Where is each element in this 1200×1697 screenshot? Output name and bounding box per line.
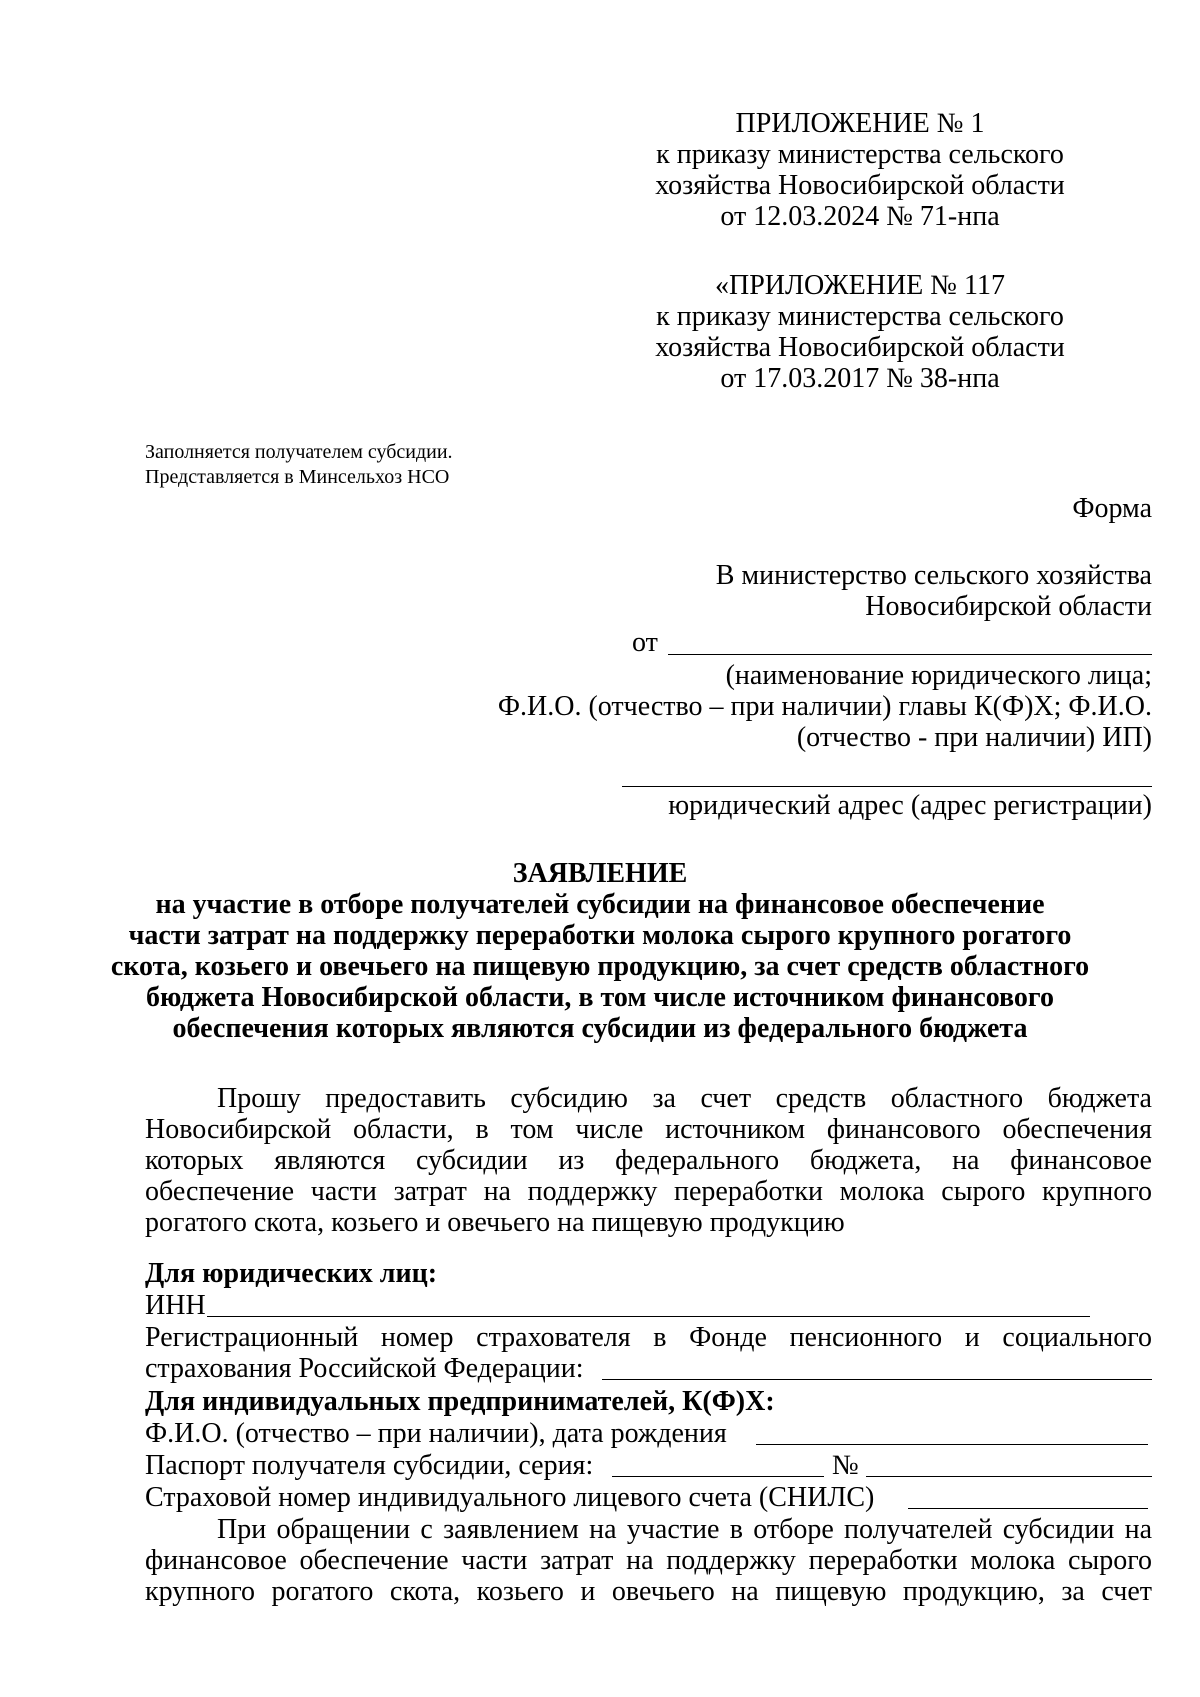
reg-number-block (145, 1322, 1152, 1384)
addressee-line-1: В министерство сельского хозяйства (715, 560, 1152, 591)
form-label: Форма (1072, 493, 1152, 524)
closing-line-1: При обращении с заявлением на участие в отборе получателей субсидии на (217, 1514, 1152, 1545)
closing-paragraph (145, 1514, 1152, 1607)
fill-note (145, 440, 645, 490)
addressee-line-2: Новосибирской области (865, 591, 1152, 622)
from-label: от (632, 627, 658, 658)
statement-subtitle-line-2: части затрат на поддержку переработки молока сырого крупного рогатого (128, 920, 1072, 951)
individual-heading: Для индивидуальных предпринимателей, К(Ф)Х: (145, 1386, 775, 1417)
appendix-1-line-1: к приказу министерства сельского (656, 139, 1064, 170)
from-hint-line-2: Ф.И.О. (отчество – при наличии) главы К(Ф)Х; Ф.И.О. (497, 691, 1152, 722)
statement-heading (100, 858, 1100, 1044)
statement-subtitle-line-4: бюджета Новосибирской области, в том числе источником финансового (146, 982, 1054, 1013)
addressee-block (452, 560, 1152, 622)
reg-number-line-2: страхования Российской Федерации: (145, 1353, 584, 1384)
passport-number-field[interactable] (866, 1476, 1152, 1477)
inn-label: ИНН (145, 1290, 206, 1321)
appendix-1-line-3: от 12.03.2024 № 71-нпа (720, 201, 1000, 232)
snils-label: Страховой номер индивидуального лицевого счета (СНИЛС) (145, 1482, 875, 1513)
address-underline[interactable] (622, 786, 1152, 787)
appendix-1-block (640, 108, 1080, 232)
appendix-117-line-3: от 17.03.2017 № 38-нпа (720, 363, 1000, 394)
appendix-117-line-2: хозяйства Новосибирской области (655, 332, 1065, 363)
request-line-2: Новосибирской области, в том числе источником финансового обеспечения (145, 1114, 1152, 1145)
request-line-4: обеспечение части затрат на поддержку переработки молока сырого крупного (145, 1176, 1152, 1207)
fill-note-line-1: Заполняется получателем субсидии. (145, 441, 453, 463)
appendix-117-line-1: к приказу министерства сельского (656, 301, 1064, 332)
from-hint-line-3: (отчество - при наличии) ИП) (796, 722, 1152, 753)
from-hint-block (352, 660, 1152, 753)
fill-note-line-2: Представляется в Минсельхоз НСО (145, 466, 450, 488)
appendix-117-block (640, 270, 1080, 394)
statement-subtitle-line-3: скота, козьего и овечьего на пищевую продукцию, за счет средств областного (110, 951, 1090, 982)
snils-field[interactable] (908, 1508, 1148, 1509)
passport-number-label: № (832, 1450, 859, 1481)
from-hint-line-1: (наименование юридического лица; (725, 660, 1152, 691)
request-line-1: Прошу предоставить субсидию за счет средств областного бюджета (217, 1083, 1152, 1114)
appendix-1-line-2: хозяйства Новосибирской области (655, 170, 1065, 201)
passport-label: Паспорт получателя субсидии, серия: (145, 1450, 594, 1481)
request-line-5: рогатого скота, козьего и овечьего на пищевую продукцию (145, 1207, 845, 1238)
fio-label: Ф.И.О. (отчество – при наличии), дата рождения (145, 1418, 727, 1449)
address-hint: юридический адрес (адрес регистрации) (668, 790, 1152, 821)
fio-field[interactable] (756, 1444, 1148, 1445)
appendix-117-title: «ПРИЛОЖЕНИЕ № 117 (715, 270, 1005, 301)
statement-subtitle-line-1: на участие в отборе получателей субсидии на финансовое обеспечение (155, 889, 1045, 920)
inn-field[interactable] (207, 1316, 1090, 1317)
statement-subtitle-line-5: обеспечения которых являются субсидии из федерального бюджета (172, 1013, 1028, 1044)
closing-line-2: финансовое обеспечение части затрат на поддержку переработки молока сырого (145, 1545, 1152, 1576)
request-paragraph (145, 1083, 1152, 1238)
reg-number-line-1: Регистрационный номер страхователя в Фонде пенсионного и социального (145, 1322, 1152, 1353)
passport-series-field[interactable] (612, 1476, 824, 1477)
statement-title: ЗАЯВЛЕНИЕ (512, 858, 688, 889)
closing-line-3: крупного рогатого скота, козьего и овечьего на пищевую продукцию, за счет (145, 1576, 1152, 1607)
from-underline[interactable] (668, 654, 1152, 655)
appendix-1-title: ПРИЛОЖЕНИЕ № 1 (735, 108, 985, 139)
reg-number-field[interactable] (602, 1379, 1152, 1380)
legal-heading: Для юридических лиц: (145, 1258, 438, 1289)
request-line-3: которых являются субсидии из федерального бюджета, на финансовое (145, 1145, 1152, 1176)
